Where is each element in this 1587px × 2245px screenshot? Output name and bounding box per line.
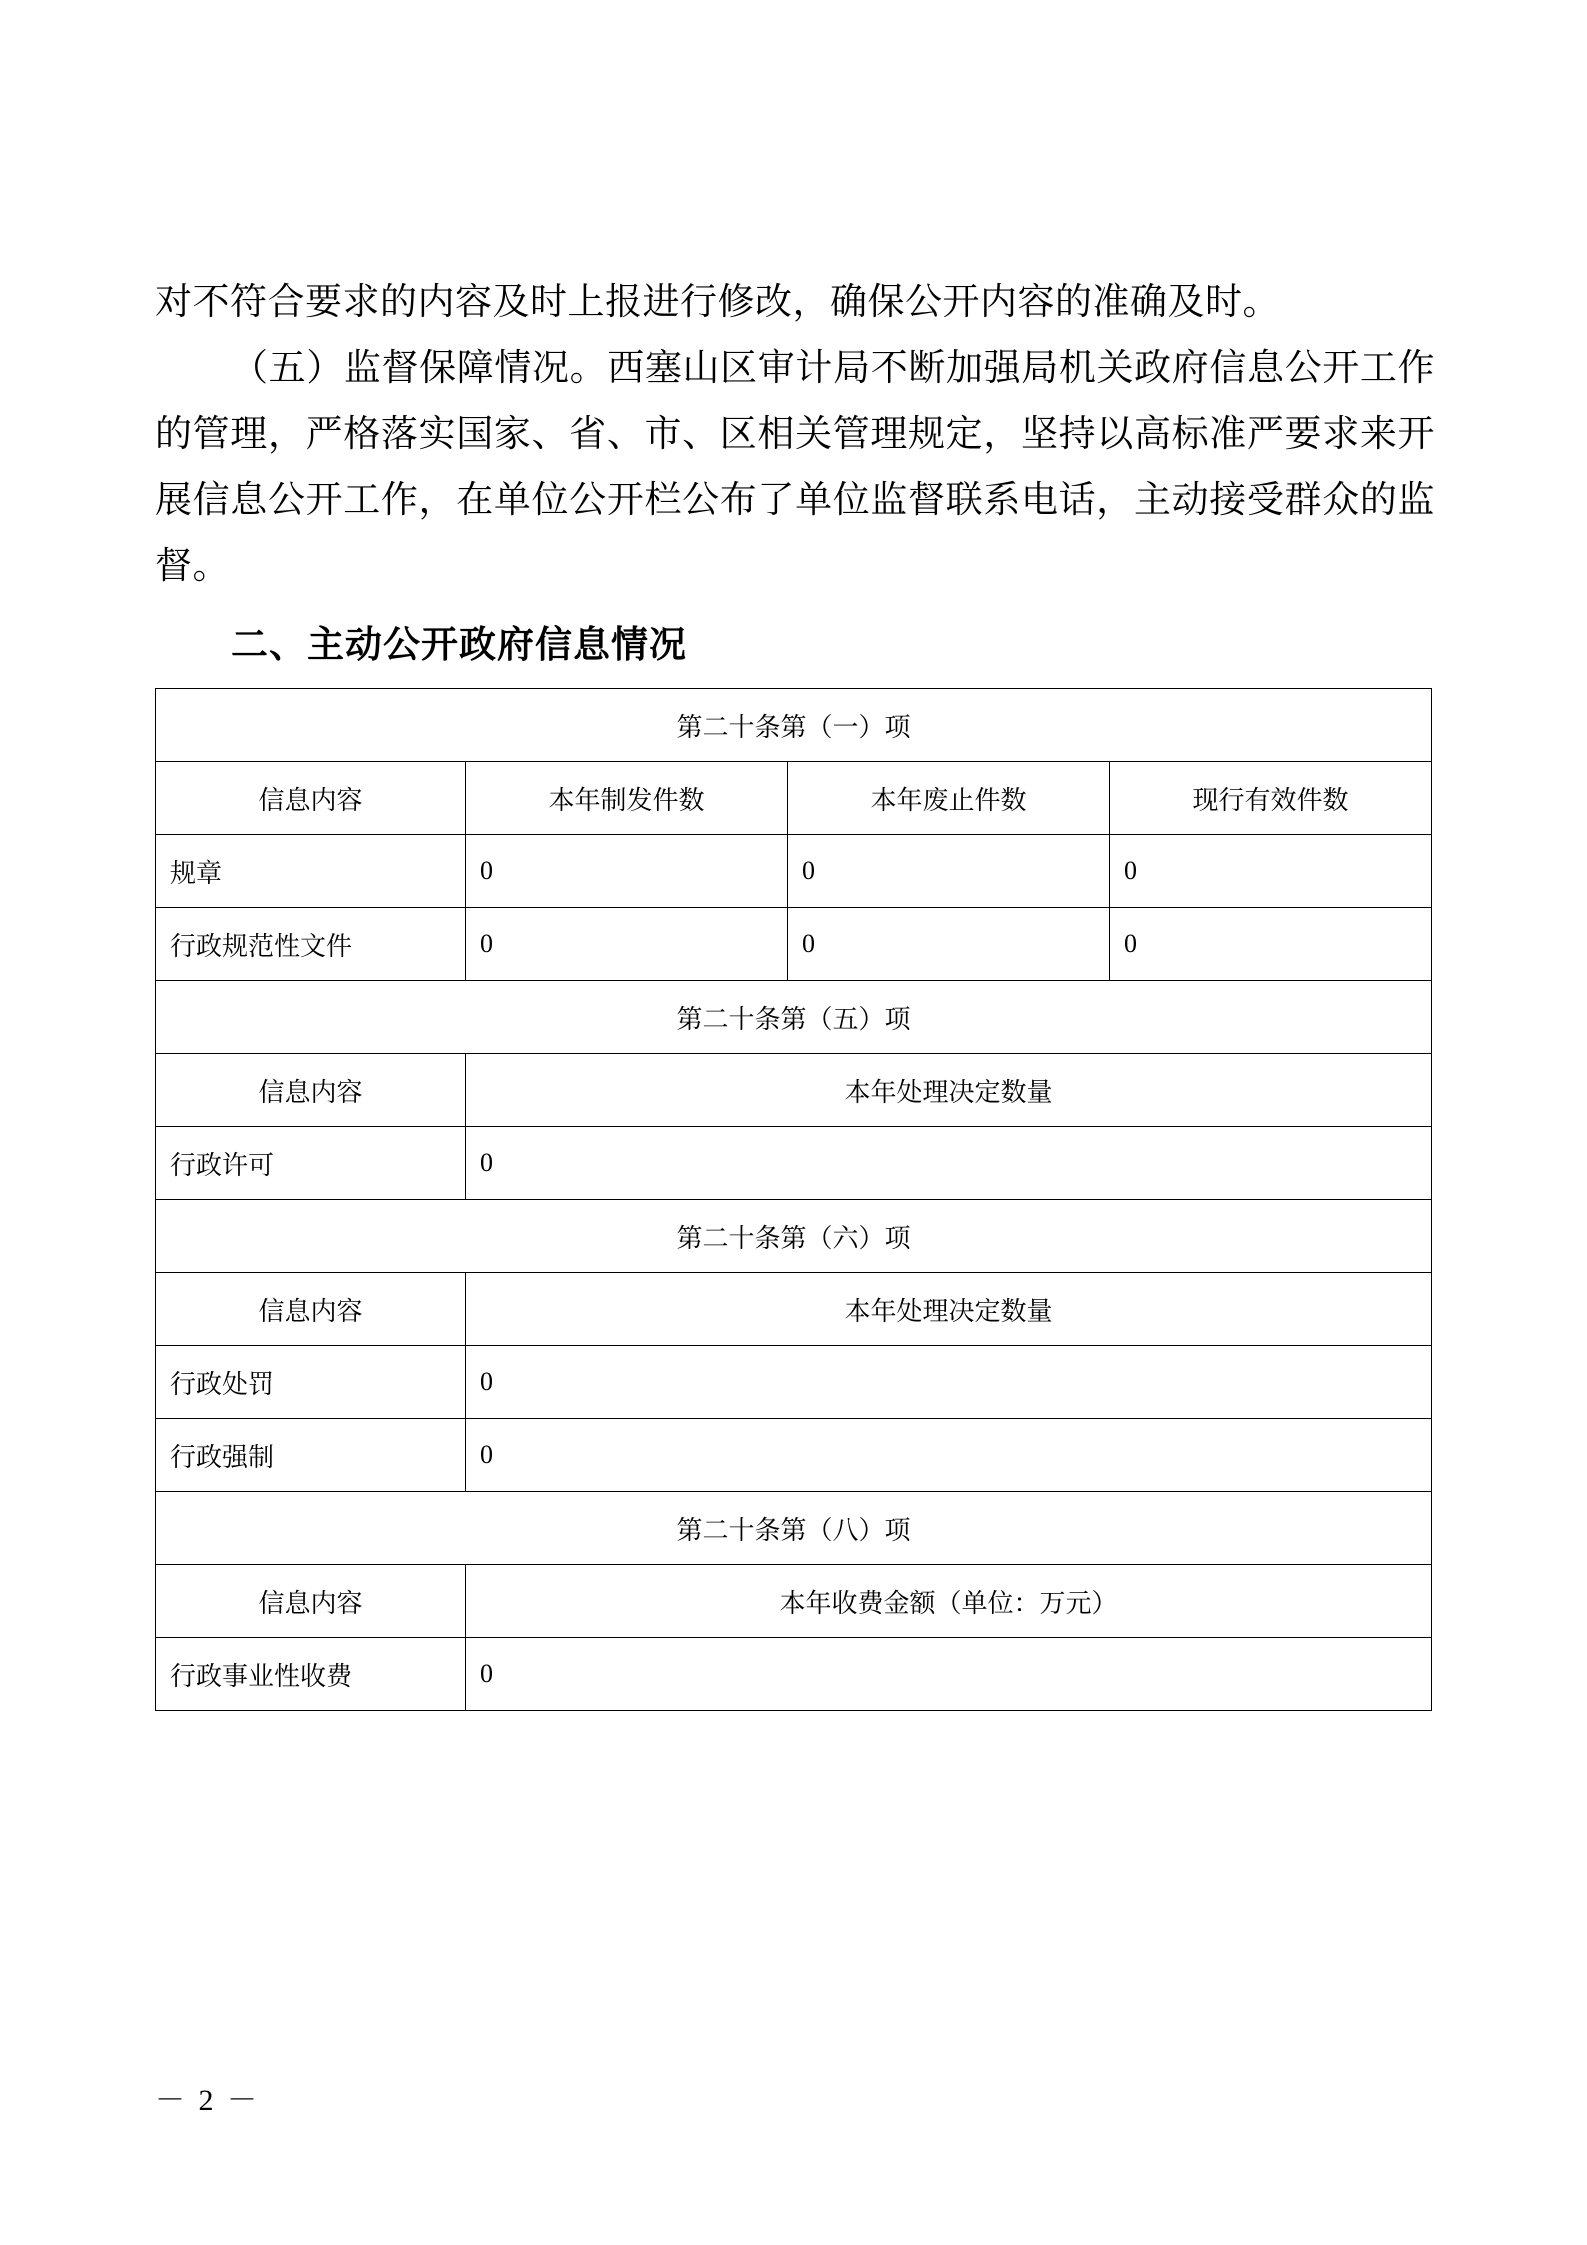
row-value: 0 — [1110, 908, 1432, 981]
table-row — [156, 908, 1432, 981]
paragraph-supervision: （五）监督保障情况。西塞山区审计局不断加强局机关政府信息公开工作的管理，严格落实国家、省、市、区相关管理规定，坚持以高标准严要求来开展信息公开工作，在单位公开栏公布了单位监督联系电话，主动接受群众的监督。 — [155, 348, 1435, 587]
table-header-row — [156, 1054, 1432, 1127]
column-header: 本年收费金额（单位：万元） — [466, 1565, 1432, 1638]
table-section-title-row — [156, 689, 1432, 762]
row-label: 行政处罚 — [156, 1346, 466, 1419]
page-number: － 2 － — [155, 2084, 260, 2117]
table-section-title-row — [156, 1200, 1432, 1273]
table-header-row — [156, 1273, 1432, 1346]
table-row — [156, 1127, 1432, 1200]
table-row — [156, 1346, 1432, 1419]
row-value: 0 — [1110, 835, 1432, 908]
row-value: 0 — [466, 1346, 1432, 1419]
document-body — [155, 270, 1435, 1711]
column-header: 本年处理决定数量 — [466, 1273, 1432, 1346]
column-header: 本年废止件数 — [788, 762, 1110, 835]
table-header-row — [156, 762, 1432, 835]
section-heading: 二、主动公开政府信息情况 — [231, 623, 687, 666]
section-title: 第二十条第（一）项 — [156, 689, 1432, 762]
paragraph-continuation: 对不符合要求的内容及时上报进行修改，确保公开内容的准确及时。 — [155, 282, 1280, 323]
row-value: 0 — [466, 835, 788, 908]
table-row — [156, 835, 1432, 908]
column-header: 本年处理决定数量 — [466, 1054, 1432, 1127]
section-title: 第二十条第（六）项 — [156, 1200, 1432, 1273]
row-value: 0 — [788, 908, 1110, 981]
row-label: 行政许可 — [156, 1127, 466, 1200]
row-label: 行政强制 — [156, 1419, 466, 1492]
section-title: 第二十条第（五）项 — [156, 981, 1432, 1054]
row-label: 行政规范性文件 — [156, 908, 466, 981]
section-title: 第二十条第（八）项 — [156, 1492, 1432, 1565]
table-section-title-row — [156, 1492, 1432, 1565]
table-row — [156, 1638, 1432, 1711]
row-value: 0 — [788, 835, 1110, 908]
table-row — [156, 1419, 1432, 1492]
government-information-table — [155, 688, 1432, 1711]
table-section-title-row — [156, 981, 1432, 1054]
column-header: 信息内容 — [156, 1565, 466, 1638]
column-header: 信息内容 — [156, 1054, 466, 1127]
row-value: 0 — [466, 908, 788, 981]
row-label: 规章 — [156, 835, 466, 908]
row-label: 行政事业性收费 — [156, 1638, 466, 1711]
table-header-row — [156, 1565, 1432, 1638]
row-value: 0 — [466, 1638, 1432, 1711]
column-header: 本年制发件数 — [466, 762, 788, 835]
row-value: 0 — [466, 1127, 1432, 1200]
column-header: 现行有效件数 — [1110, 762, 1432, 835]
column-header: 信息内容 — [156, 762, 466, 835]
row-value: 0 — [466, 1419, 1432, 1492]
column-header: 信息内容 — [156, 1273, 466, 1346]
